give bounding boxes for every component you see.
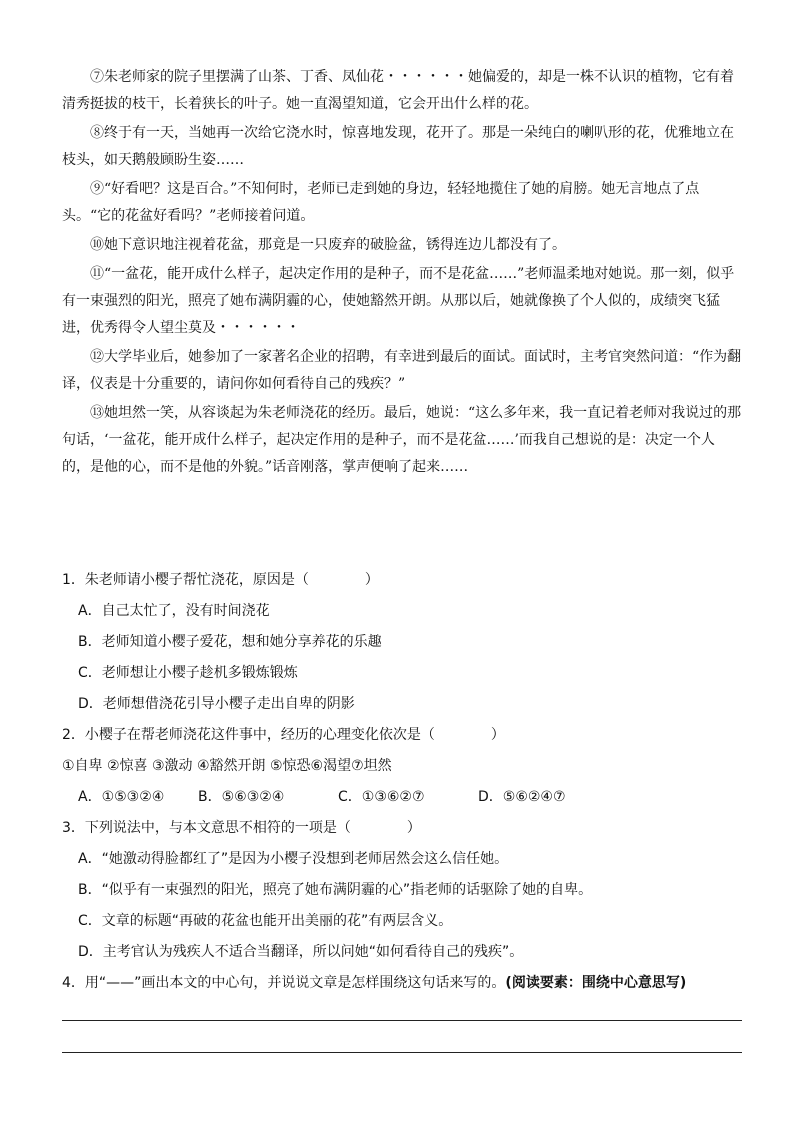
question-2 xyxy=(62,720,742,813)
question-2-stem: 2．小樱子在帮老师浇花这件事中，经历的心理变化依次是（ ） xyxy=(62,727,505,743)
emotion-sequence: ①自卑 ②惊喜 ③激动 ④豁然开朗 ⑤惊恐⑥渴望⑦坦然 xyxy=(62,758,392,774)
question-3-option-d: D．主考官认为残疾人不适合当翻译，所以问她“如何看待自己的残疾”。 xyxy=(78,944,524,960)
question-1 xyxy=(62,565,742,720)
question-2-option-a: A．①⑤③②④ xyxy=(78,789,165,805)
question-2-option-c: C．①③⑥②⑦ xyxy=(338,789,425,805)
question-3-option-c: C．文章的标题“再破的花盆也能开出美丽的花”有两层含义。 xyxy=(78,913,453,929)
question-3 xyxy=(62,813,742,968)
reading-passage xyxy=(62,64,742,483)
paragraph-8: ⑧终于有一天，当她再一次给它浇水时，惊喜地发现，花开了。那是一朵纯白的喇叭形的花，优雅地立在枝头，如天鹅般顾盼生姿…… xyxy=(62,125,734,168)
question-3-option-a: A．“她激动得脸都红了”是因为小樱子没想到老师居然会这么信任她。 xyxy=(78,851,509,867)
paragraph-13: ⑬她坦然一笑，从容谈起为朱老师浇花的经历。最后，她说：“这么多年来，我一直记着老师对我说过的那句话，‘一盆花，能开成什么样子，起决定作用的是种子，而不是花盆……’而我自己想说的是：决定一个人的，是他的心，而不是他的外貌。”话音刚落，掌声便响了起来…… xyxy=(62,405,742,475)
question-4-text: 4．用“——”画出本文的中心句，并说说文章是怎样围绕这句话来写的。 xyxy=(62,975,506,991)
paragraph-12: ⑫大学毕业后，她参加了一家著名企业的招聘，有幸进到最后的面试。面试时，主考官突然问道：“作为翻译，仪表是十分重要的，请问你如何看待自己的残疾？” xyxy=(62,349,742,392)
answer-line-2[interactable] xyxy=(62,1052,742,1053)
question-1-stem: 1．朱老师请小樱子帮忙浇花，原因是（ ） xyxy=(62,572,379,588)
reading-element-note: (阅读要素：围绕中心意思写) xyxy=(505,975,687,991)
question-1-option-a: A．自己太忙了，没有时间浇花 xyxy=(78,603,270,619)
question-2-option-d: D．⑤⑥②④⑦ xyxy=(478,789,566,805)
question-2-options xyxy=(78,782,742,813)
questions-section xyxy=(62,565,742,999)
question-2-option-b: B．⑤⑥③②④ xyxy=(198,789,285,805)
question-1-option-d: D．老师想借浇花引导小樱子走出自卑的阴影 xyxy=(78,696,355,712)
paragraph-11: ⑪“一盆花，能开成什么样子，起决定作用的是种子，而不是花盆……”老师温柔地对她说。那一刻，似乎有一束强烈的阳光，照亮了她布满阴霾的心，使她豁然开朗。从那以后，她就像换了个人似的，成绩突飞猛进，优秀得令人望尘莫及・・・・・・ xyxy=(62,266,735,336)
question-1-option-b: B．老师知道小樱子爱花，想和她分享养花的乐趣 xyxy=(78,634,382,650)
paragraph-7: ⑦朱老师家的院子里摆满了山茶、丁香、凤仙花・・・・・・她偏爱的，却是一株不认识的植物，它有着清秀挺拔的枝干，长着狭长的叶子。她一直渴望知道，它会开出什么样的花。 xyxy=(62,69,734,112)
paragraph-10: ⑩她下意识地注视着花盆，那竟是一只废弃的破脸盆，锈得连边儿都没有了。 xyxy=(90,237,566,253)
question-1-option-c: C．老师想让小樱子趁机多锻炼锻炼 xyxy=(78,665,298,681)
question-3-stem: 3．下列说法中，与本文意思不相符的一项是（ ） xyxy=(62,820,421,836)
question-4-stem xyxy=(62,968,742,999)
answer-line-1[interactable] xyxy=(62,1020,742,1021)
paragraph-9: ⑨“好看吧？这是百合。”不知何时，老师已走到她的身边，轻轻地揽住了她的肩膀。她无言地点了点头。“它的花盆好看吗？”老师接着问道。 xyxy=(62,181,700,224)
question-3-option-b: B．“似乎有一束强烈的阳光，照亮了她布满阴霾的心”指老师的话驱除了她的自卑。 xyxy=(78,882,593,898)
question-4 xyxy=(62,968,742,999)
